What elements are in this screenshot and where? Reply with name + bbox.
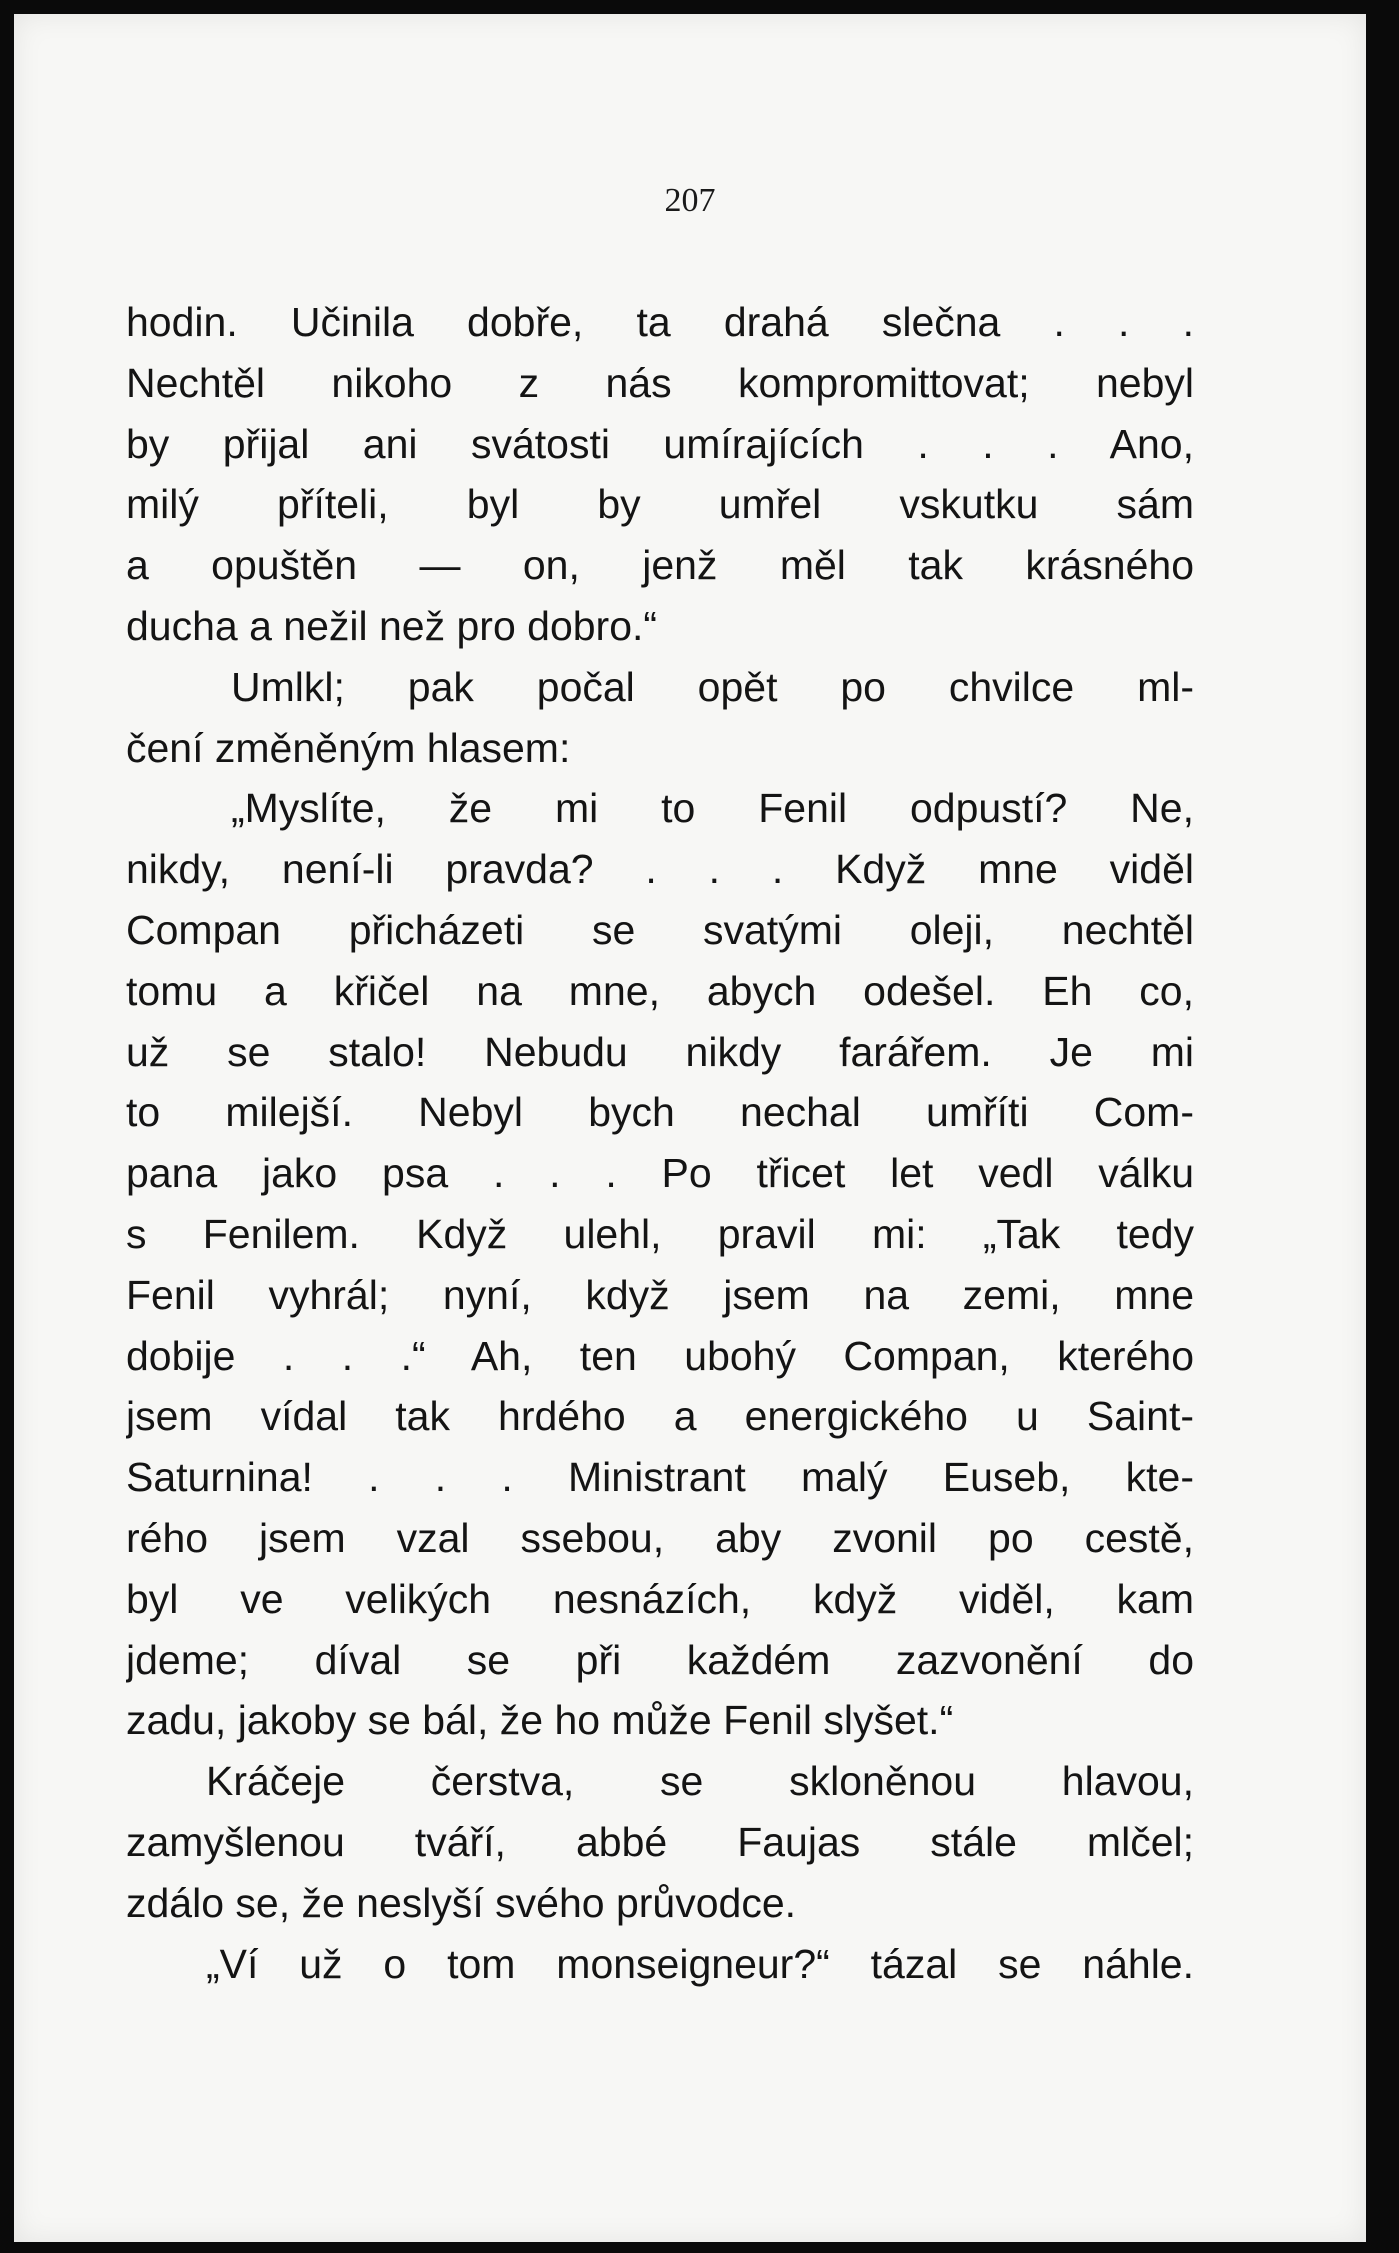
- text-line-content: to milejší. Nebyl bych nechal umříti Com-: [126, 1089, 1194, 1136]
- text-line: [126, 1812, 1194, 1873]
- text-line: [126, 1022, 1194, 1083]
- text-line-content: čení změněným hlasem:: [126, 724, 571, 771]
- text-line: [126, 1143, 1194, 1204]
- text-line: [126, 778, 1194, 839]
- text-line: [126, 718, 1194, 779]
- text-line-content: byl ve velikých nesnázích, když viděl, kam: [126, 1575, 1194, 1622]
- text-line: [126, 596, 1194, 657]
- text-line: [126, 961, 1194, 1022]
- text-line: [126, 1630, 1194, 1691]
- text-line-content: už se stalo! Nebudu nikdy farářem. Je mi: [126, 1028, 1194, 1075]
- text-line-content: s Fenilem. Když ulehl, pravil mi: „Tak tedy: [126, 1210, 1194, 1257]
- text-line: [126, 414, 1194, 475]
- text-line: [126, 657, 1194, 718]
- text-line-content: pana jako psa . . . Po třicet let vedl válku: [126, 1150, 1194, 1197]
- text-line-content: „Ví už o tom monseigneur?“ tázal se náhle.: [206, 1940, 1194, 1987]
- text-line: [126, 1386, 1194, 1447]
- text-line: [126, 1508, 1194, 1569]
- text-line-content: Compan přicházeti se svatými oleji, nechtěl: [126, 906, 1194, 953]
- text-line-content: milý příteli, byl by umřel vskutku sám: [126, 481, 1194, 528]
- text-line-content: Umlkl; pak počal opět po chvilce ml-: [231, 663, 1194, 710]
- book-page: [14, 14, 1366, 2242]
- text-line: [126, 1326, 1194, 1387]
- text-line: [126, 292, 1194, 353]
- text-line-content: by přijal ani svátosti umírajících . . . Ano,: [126, 420, 1194, 467]
- text-line-content: a opuštěn — on, jenž měl tak krásného: [126, 542, 1194, 589]
- text-line: [126, 1447, 1194, 1508]
- text-line: [126, 900, 1194, 961]
- text-line-content: ducha a nežil než pro dobro.“: [126, 602, 658, 649]
- text-line-content: hodin. Učinila dobře, ta drahá slečna . . .: [126, 299, 1194, 345]
- text-line: [126, 353, 1194, 414]
- text-line-content: Fenil vyhrál; nyní, když jsem na zemi, mne: [126, 1271, 1194, 1318]
- text-line-content: zadu, jakoby se bál, že ho může Fenil slyšet.“: [126, 1697, 954, 1744]
- text-line-content: Nechtěl nikoho z nás kompromittovat; nebyl: [126, 359, 1194, 406]
- page-number: 207: [664, 182, 716, 219]
- text-line-content: „Myslíte, že mi to Fenil odpustí? Ne,: [231, 785, 1194, 832]
- text-line: [126, 1751, 1194, 1812]
- text-line: [126, 1873, 1194, 1934]
- body-text: [126, 292, 1194, 1994]
- text-line: [126, 1934, 1194, 1995]
- text-line: [126, 535, 1194, 596]
- scan-border-right: [1366, 0, 1399, 2253]
- text-line: [126, 1265, 1194, 1326]
- text-line-content: jdeme; díval se při každém zazvonění do: [126, 1636, 1194, 1683]
- text-line: [126, 1082, 1194, 1143]
- text-line: [126, 474, 1194, 535]
- text-line-content: zamyšlenou tváří, abbé Faujas stále mlčel;: [126, 1818, 1194, 1865]
- scan-border-left: [0, 0, 14, 2253]
- text-line-content: zdálo se, že neslyší svého průvodce.: [126, 1879, 797, 1926]
- text-line: [126, 1569, 1194, 1630]
- text-line-content: jsem vídal tak hrdého a energického u Saint-: [126, 1393, 1194, 1440]
- text-line-content: rého jsem vzal ssebou, aby zvonil po cestě,: [126, 1514, 1194, 1561]
- text-line: [126, 1204, 1194, 1265]
- text-line-content: nikdy, není-li pravda? . . . Když mne viděl: [126, 846, 1194, 893]
- text-line-content: tomu a křičel na mne, abych odešel. Eh co,: [126, 967, 1194, 1014]
- text-line-content: dobije . . .“ Ah, ten ubohý Compan, kterého: [126, 1332, 1194, 1379]
- text-line-content: Kráčeje čerstva, se skloněnou hlavou,: [206, 1758, 1194, 1805]
- text-line-content: Saturnina! . . . Ministrant malý Euseb, kte-: [126, 1454, 1194, 1501]
- text-line: [126, 1690, 1194, 1751]
- text-line: [126, 839, 1194, 900]
